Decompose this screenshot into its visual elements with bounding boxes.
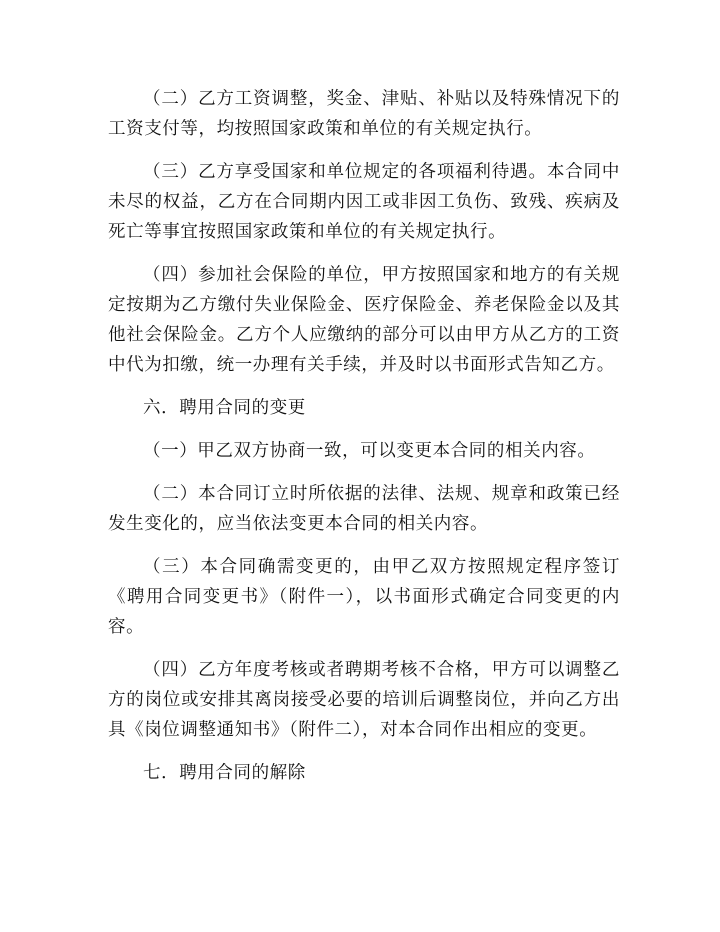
paragraph-change-procedure: （三）本合同确需变更的，由甲乙双方按照规定程序签订《聘用合同变更书》（附件一），以书面形式确定合同变更的内容。 [108,557,620,637]
paragraph-position-adjustment: （四）乙方年度考核或者聘期考核不合格，甲方可以调整乙方的岗位或安排其离岗接受必要的培训后调整岗位，并向乙方出具《岗位调整通知书》（附件二），对本合同作出相应的变更。 [108,660,620,740]
document-body [108,84,620,801]
section-heading-contract-termination: 七．聘用合同的解除 [143,763,306,783]
paragraph-welfare-benefits: （三）乙方享受国家和单位规定的各项福利待遇。本合同中未尽的权益，乙方在合同期内因工或非因工负伤、致残、疾病及死亡等事宜按照国家政策和单位的有关规定执行。 [108,162,620,242]
paragraph-salary-adjustment: （二）乙方工资调整，奖金、津贴、补贴以及特殊情况下的工资支付等，均按照国家政策和单位的有关规定执行。 [108,89,620,139]
paragraph-social-insurance: （四）参加社会保险的单位，甲方按照国家和地方的有关规定按期为乙方缴付失业保险金、医疗保险金、养老保险金以及其他社会保险金。乙方个人应缴纳的部分可以由甲方从乙方的工资中代为扣缴，统一办理有关手续，并及时以书面形式告知乙方。 [108,265,620,375]
paragraph-change-by-agreement: （一）甲乙双方协商一致，可以变更本合同的相关内容。 [143,441,596,461]
section-heading-contract-change: 六．聘用合同的变更 [143,398,306,418]
paragraph-change-by-law: （二）本合同订立时所依据的法律、法规、规章和政策已经发生变化的，应当依法变更本合同的相关内容。 [108,484,620,534]
